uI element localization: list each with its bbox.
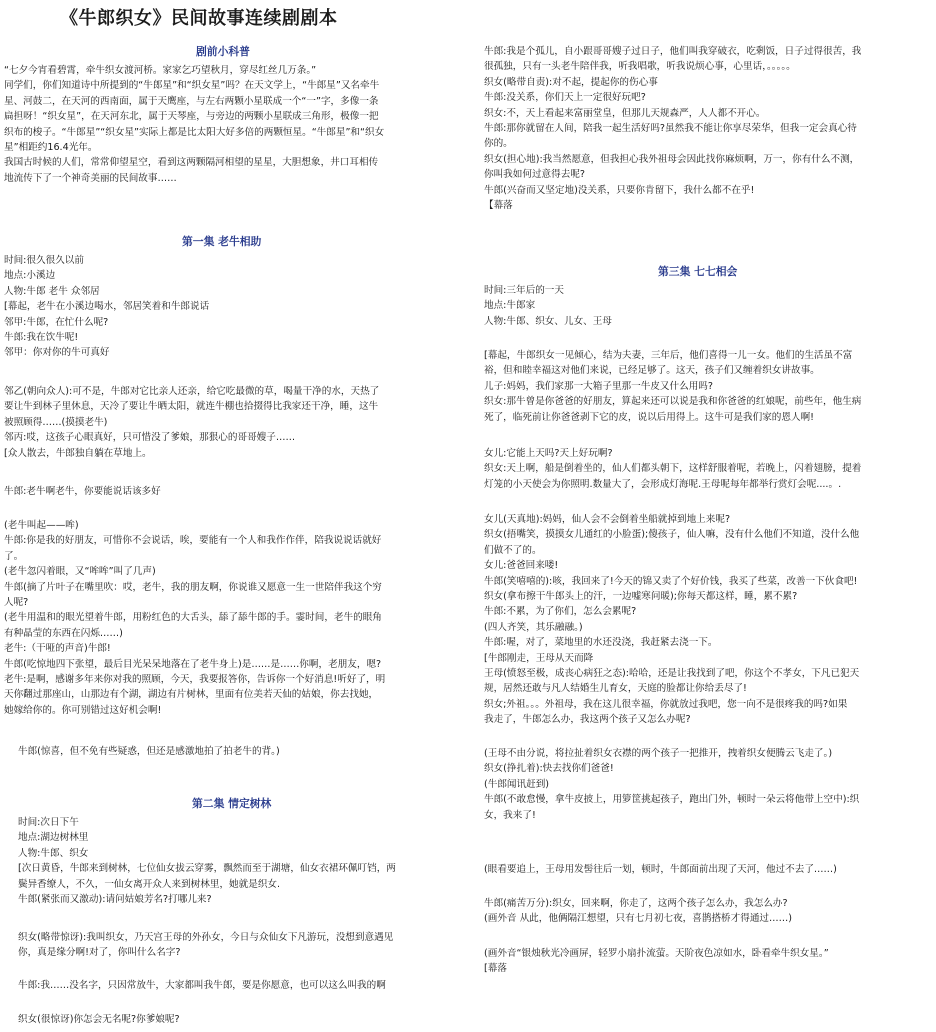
episode3-text-a xyxy=(484,283,612,329)
episode3-text-d xyxy=(484,512,859,727)
text-line: 裕，但和睦幸福这对他们来说，已经足够了。这天，孩子们又缠着织女讲故事。 xyxy=(484,365,820,377)
text-line: 邻甲:牛郎，在忙什么呢? xyxy=(4,316,109,328)
text-line: 有种晶莹的东西在闪烁……) xyxy=(4,627,123,639)
text-line: 了。 xyxy=(4,550,24,562)
text-line: [幕起，牛郎织女一见倾心，结为夫妻，三年后，他们喜得一儿一女。他们的生活虽不富 xyxy=(484,350,853,361)
text-line: 人物:牛郎 老牛 众邻居 xyxy=(4,285,100,297)
text-line: 织女:不，天上看起来富丽堂皇，但那儿天规森严，人人都不开心。 xyxy=(484,107,766,119)
episode2-text-a xyxy=(4,815,396,907)
text-line: 被照顾得……(摸摸老牛) xyxy=(4,416,108,428)
text-line: 我走了，牛郎怎么办，我这两个孩子又怎么办呢? xyxy=(484,714,691,726)
text-line: “七夕今宵看碧霄，牵牛织女渡河桥。家家乞巧望秋月，穿尽红丝几万条。” xyxy=(4,65,317,76)
text-line: 织女(拿布擦干牛郎头上的汗，一边嘘寒问暖);你每天都这样，睡，累不累? xyxy=(484,590,798,602)
section-heading-prelude: 剧前小科普 xyxy=(196,45,250,58)
text-line: 人物:牛郎、织女 xyxy=(18,847,89,859)
text-line: 织女(很惊讶)你怎会无名呢?你爹娘呢? xyxy=(18,1014,180,1025)
episode3-text-e xyxy=(484,746,859,823)
text-line: (老牛忽闪着眼，又“哞哞”叫了几声) xyxy=(4,566,156,578)
episode3-text-b xyxy=(484,348,861,425)
text-line: 牛郎:我……没名字，只因常放牛，大家都叫我牛郎，要是你愿意，也可以这么叫我的啊 xyxy=(18,980,386,991)
text-line: (王母不由分说，将拉扯着织女衣襟的两个孩子一把推开，拽着织女便腾云飞走了。) xyxy=(484,748,833,759)
episode2-text-b xyxy=(4,930,393,961)
text-line: (画外音 从此，他俩隔江想望，只有七月初七夜，喜鹊搭桥才得通过……) xyxy=(484,913,792,925)
text-line: 同学们，你们知道诗中所提到的“牛郎星”和“织女星”吗？在天文学上，“牛郎星”又名牵牛 xyxy=(4,80,380,92)
text-line: 女儿:爸爸回来喽! xyxy=(484,560,559,572)
text-line: 牛郎(不敢怠慢，拿牛皮披上，用箩筐挑起孩子，跑出门外，顿时一朵云将他带上空中):织 xyxy=(484,794,860,806)
text-line: 星”相距约16.4光年。 xyxy=(4,141,98,153)
episode3-text-h xyxy=(484,946,829,977)
text-line: 牛郎:老牛啊老牛，你要能说话该多好 xyxy=(4,486,161,497)
text-line: [众人散去，牛郎独自躺在草地上。 xyxy=(4,447,152,459)
text-line: 牛郎:没关系，你们天上一定很好玩吧? xyxy=(484,92,646,104)
text-line: 织女(担心地):我当然愿意，但我担心我外祖母会因此找你麻烦啊，万一，你有什么不测， xyxy=(484,153,860,165)
text-line: 牛郎(吃惊地四下张望，最后目光呆呆地落在了老牛身上)是……是……你啊，老朋友，嗯? xyxy=(4,658,382,670)
text-line: 邻乙(朝向众人):可不是，牛郎对它比亲人还亲，给它吃最微的草，喝量干净的水，天热了 xyxy=(4,386,380,397)
episode1-text-a xyxy=(4,253,209,361)
text-line: 织女(挣扎着):快去找你们爸爸! xyxy=(484,763,614,775)
text-line: 人呢? xyxy=(4,596,29,608)
episode1-text-e xyxy=(4,744,280,759)
text-line: 老牛:是啊，感谢多年来你对我的照顾，今天，我要报答你，告诉你一个好消息!听好了，明 xyxy=(4,673,386,685)
text-line: 规，居然还敢与凡人结婚生儿育女，天庭的脸都让你给丢尽了! xyxy=(484,683,747,695)
section-heading-episode3: 第三集 七七相会 xyxy=(658,265,738,278)
text-line: 织女(略带惊讶):我叫织女，乃天宫王母的外孙女，今日与众仙女下凡游玩，没想到意遇见 xyxy=(18,932,394,943)
text-line: 扁担呀！“织女星”，在天河东北，属于天琴座，与旁边的两颗小星联成三角形，极像一把 xyxy=(4,111,379,123)
text-line: 牛郎(痛苦万分):织女，回来啊，你走了，这两个孩子怎么办，我怎么办? xyxy=(484,898,788,909)
text-line: 死了，临死前让你爸爸剥下它的皮，说以后用得上。这牛可是我们家的恩人啊! xyxy=(484,411,815,423)
text-line: (牛郎闻讯赶到) xyxy=(484,778,550,790)
text-line: 要让牛到林子里休息，天冷了要让牛晒太阳，就连牛棚也拾掇得比我家还干净，睡，这牛 xyxy=(4,401,379,413)
episode3-text-c xyxy=(484,446,861,492)
episode1-text-b xyxy=(4,384,379,461)
text-line: 她嫁给你的。你可别错过这好机会啊! xyxy=(4,704,162,716)
section-heading-episode1: 第一集 老牛相助 xyxy=(182,235,262,248)
text-line: 邻丙:哎，这孩子心眼真好，只可惜没了爹娘，那狠心的哥哥嫂子…… xyxy=(4,432,296,444)
text-line: 人物:牛郎、织女、儿女、王母 xyxy=(484,315,612,327)
text-line: 织女(略带自责):对不起，提起你的伤心事 xyxy=(484,76,658,88)
text-line: 织女:天上啊，船是倒着坐的，仙人们都头朝下，这样舒服着呢，若晚上，闪着翅膀，提着 xyxy=(484,463,862,475)
text-line: 牛郎:喔，对了，菜地里的水还没浇，我赶紧去浇一下。 xyxy=(484,637,718,649)
text-line: (老牛用温和的眼光望着牛郎，用粉红色的大舌头，舔了舔牛郎的手。霎时间，老牛的眼角 xyxy=(4,612,382,624)
text-line: 牛郎:不累，为了你们，怎么会累呢? xyxy=(484,606,637,618)
text-line: 地点:牛郎家 xyxy=(484,300,536,312)
text-line: (画外音“银烛秋光冷画屏，轻罗小扇扑流萤。天阶夜色凉如水，卧看牵牛织女星。” xyxy=(484,948,829,959)
episode3-text-g xyxy=(484,896,792,927)
document-title: 《牛郎织女》民间故事连续剧剧本 xyxy=(60,8,338,29)
text-line: 灯笼的小天使会为你照明.数量大了，会形成灯海呢.王母呢每年都举行赏灯会呢....。. xyxy=(484,478,842,490)
text-line: 很孤独，只有一头老牛陪伴我，听我唱歌，听我说烦心事，心里话，。。。。。 xyxy=(484,61,796,73)
text-line: [次日黄昏，牛郎来到树林，七位仙女拔云穿雾，飘然而至于湖塘，仙女衣裙环佩叮铛，两 xyxy=(18,863,396,875)
text-line: 王母(愤怒至极，成丧心病狂之态):哈哈，还是让我找到了吧，你这个不孝女，下凡已犯天 xyxy=(484,667,860,679)
text-line: 邻甲：你对你的牛可真好 xyxy=(4,347,110,359)
text-line: 牛郎:我在饮牛呢! xyxy=(4,331,79,343)
text-line: (眼看要追上，王母用发髻往后一划，顿时，牛郎面前出现了天河，他过不去了……) xyxy=(484,864,837,875)
text-line: 牛郎:你是我的好朋友，可惜你不会说话，唉，要能有一个人和我作作伴，陪我说说话就好 xyxy=(4,535,382,547)
text-line: (老牛叫起——哞) xyxy=(4,520,79,531)
text-line: 牛郎:那你就留在人间，陪我一起生活好吗?虽然我不能让你享尽荣华，但我一定会真心待 xyxy=(484,122,857,134)
section-heading-episode2: 第二集 情定树林 xyxy=(192,797,272,810)
text-line: 牛郎(兴奋而又坚定地)没关系，只要你肯留下，我什么都不在乎! xyxy=(484,184,755,196)
text-line: 女儿:它能上天吗?天上好玩啊? xyxy=(484,448,613,459)
text-line: 老牛:（干哑的声音)牛郎! xyxy=(4,643,111,655)
text-line: 织布的梭子。“牛郎星”“织女星”实际上都是比太阳大好多倍的两颗恒星。“牛郎星”和“织女 xyxy=(4,126,385,138)
text-line: 时间:次日下午 xyxy=(18,817,79,828)
text-line: 织女:那牛曾是你爸爸的好朋友，算起来还可以说是我和你爸爸的红娘呢，前些年，他生病 xyxy=(484,396,862,408)
text-line: 女儿(天真地):妈妈，仙人会不会倒着坐船就掉到地上来呢? xyxy=(484,514,731,525)
text-line: 地点:小溪边 xyxy=(4,270,56,282)
text-line: 时间:三年后的一天 xyxy=(484,285,564,296)
text-line: 牛郎(笑嘻嘻的):咳，我回来了!今天的锦又卖了个好价钱，我买了些菜，改善一下伙食吧! xyxy=(484,575,858,587)
text-line: 【幕落 xyxy=(484,199,513,211)
prelude-text xyxy=(4,63,384,186)
text-line: [幕起，老牛在小溪边喝水，邻居笑着和牛郎说话 xyxy=(4,301,210,313)
text-line: 们做不了的。 xyxy=(484,544,542,556)
text-line: 你的。 xyxy=(484,138,513,150)
text-line: 女，我来了! xyxy=(484,809,536,821)
text-line: 你叫我如何过意得去呢? xyxy=(484,169,586,181)
episode2-continued-text xyxy=(484,44,861,213)
text-line: 鬓异香缭人，不久，一仙女离开众人来到树林里，她就是织女. xyxy=(18,878,281,890)
text-line: 牛郎(紧张而又激动):请问姑娘芳名?打哪儿来? xyxy=(18,893,212,905)
episode2-text-c xyxy=(4,978,386,993)
text-line: [牛郎刚走，王母从天而降 xyxy=(484,652,594,664)
text-line: 地点:湖边树林里 xyxy=(18,832,89,844)
text-line: 儿子:妈妈，我们家那一大箱子里那一牛皮又什么用吗? xyxy=(484,380,713,392)
episode3-text-f xyxy=(484,862,837,877)
text-line: 织女(捂嘴笑，摸摸女儿通红的小脸蛋);傻孩子，仙人嘛，没有什么他们不知道，没什么他 xyxy=(484,529,860,541)
text-line: 星、河鼓二，在天河的西南面，属于天鹰座，与左右两颗小星联成一个“一”字，多像一条 xyxy=(4,95,379,107)
text-line: 地流传下了一个神奇美丽的民间故事…… xyxy=(4,172,177,184)
text-line: 我国古时候的人们，常常仰望星空，看到这两颗隔河相望的星星，大胆想象，井口耳相传 xyxy=(4,157,379,169)
text-line: 织女;外祖。。。外祖母，我在这儿很幸福，你就放过我吧，您一向不是很疼我的吗?如果 xyxy=(484,698,848,710)
text-line: 你，真是缘分啊!对了，你叫什么名字? xyxy=(18,947,181,959)
episode1-text-c xyxy=(4,484,161,499)
text-line: (四人齐笑，其乐融融。) xyxy=(484,621,583,633)
text-line: 牛郎:我是个孤儿，自小跟哥哥嫂子过日子，他们叫我穿破衣，吃剩饭，日子过得很苦，我 xyxy=(484,46,862,57)
text-line: 天你翻过那座山，山那边有个湖，湖边有片树林，里面有位美若天仙的姑娘，你去找她， xyxy=(4,689,379,701)
text-line: [幕落 xyxy=(484,963,507,975)
episode1-text-d xyxy=(4,518,385,718)
text-line: 牛郎(惊喜，但不免有些疑惑，但还是感激地拍了拍老牛的背。) xyxy=(18,746,280,757)
episode2-text-d xyxy=(4,1012,180,1027)
text-line: 时间:很久很久以前 xyxy=(4,255,84,266)
text-line: 牛郎(摘了片叶子在嘴里吹：哎，老牛，我的朋友啊，你说谁又愿意一生一世陪伴我这个穷 xyxy=(4,581,382,593)
